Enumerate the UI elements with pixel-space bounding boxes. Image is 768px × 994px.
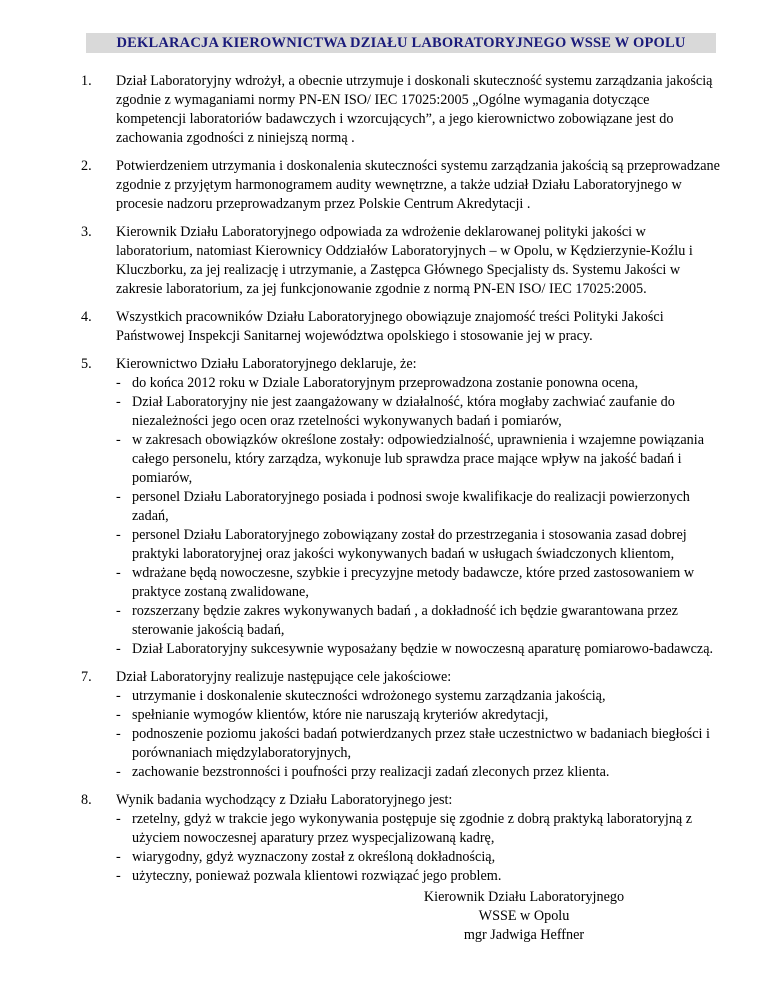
dash-marker: - <box>116 641 121 657</box>
list-item <box>81 355 721 659</box>
bullet-text: utrzymanie i doskonalenie skuteczności wdrożonego systemu zarządzania jakością, <box>132 688 606 704</box>
item-number: 8. <box>81 792 92 808</box>
signature-block <box>404 888 644 945</box>
list-item <box>81 791 721 886</box>
dash-marker: - <box>116 764 121 780</box>
bullet-item <box>116 810 721 848</box>
bullet-item <box>116 393 721 431</box>
dash-marker: - <box>116 394 121 410</box>
bullet-text: spełnianie wymogów klientów, które nie naruszają kryteriów akredytacji, <box>132 707 549 723</box>
dash-marker: - <box>116 726 121 742</box>
item-text: Dział Laboratoryjny realizuje następujące cele jakościowe: <box>116 669 452 685</box>
item-text: Kierownik Działu Laboratoryjnego odpowiada za wdrożenie deklarowanej polityki jakości w laboratorium, natomiast Kierownicy Oddziałów Laboratoryjnych – w Opolu, w Kędzierzynie-Koźlu i Kluczborku, za jej realizację i utrzymanie, a Zastępca Głównego Specjalisty ds. Systemu Jakości w zakresie laboratorium, za jej funkcjonowanie zgodnie z normą PN-EN ISO/ IEC 17025:2005. <box>116 224 693 297</box>
bullet-item <box>116 488 721 526</box>
list-item <box>81 223 721 299</box>
bullet-text: w zakresach obowiązków określone zostały: odpowiedzialność, uprawnienia i wzajemne powiązania całego personelu, który zarządza, wykonuje lub sprawdza prace mające wpływ na jakość badań i pomiarów, <box>132 432 705 486</box>
item-number: 2. <box>81 158 92 174</box>
item-number: 7. <box>81 669 92 685</box>
bullet-item <box>116 564 721 602</box>
dash-marker: - <box>116 688 121 704</box>
bullet-text: Dział Laboratoryjny sukcesywnie wyposażany będzie w nowoczesną aparaturę pomiarowo-badawczą. <box>132 641 714 657</box>
dash-marker: - <box>116 432 121 448</box>
item-number: 3. <box>81 224 92 240</box>
bullet-item <box>116 602 721 640</box>
bullet-text: do końca 2012 roku w Dziale Laboratoryjnym przeprowadzona zostanie ponowna ocena, <box>132 375 639 391</box>
bullet-text: rozszerzany będzie zakres wykonywanych badań , a dokładność ich będzie gwarantowana przez sterowanie jakością badań, <box>132 603 678 638</box>
list-item <box>81 308 721 346</box>
dash-marker: - <box>116 527 121 543</box>
dash-marker: - <box>116 603 121 619</box>
bullet-text: zachowanie bezstronności i poufności przy realizacji zadań zleconych przez klienta. <box>132 764 610 780</box>
bullet-item <box>116 640 721 659</box>
item-text: Potwierdzeniem utrzymania i doskonalenia skuteczności systemu zarządzania jakością są przeprowadzane zgodnie z przyjętym harmonogramem audity wewnętrzne, a także udział Działu Laboratoryjnego w procesie nadzoru przeprowadzanym przez Polskie Centrum Akredytacji . <box>116 158 720 212</box>
list-item <box>81 72 721 148</box>
bullet-item <box>116 725 721 763</box>
document-title: DEKLARACJA KIEROWNICTWA DZIAŁU LABORATORYJNEGO WSSE W OPOLU <box>86 33 716 53</box>
bullet-text: personel Działu Laboratoryjnego zobowiązany został do przestrzegania i stosowania zasad dobrej praktyki laboratoryjnej oraz jakości wykonywanych badań w usługach świadczonych klientom, <box>132 527 687 562</box>
dash-marker: - <box>116 868 121 884</box>
signature-name: mgr Jadwiga Heffner <box>463 927 585 943</box>
bullet-item <box>116 867 721 886</box>
item-text: Dział Laboratoryjny wdrożył, a obecnie utrzymuje i doskonali skuteczność systemu zarządzania jakością zgodnie z wymaganiami normy PN-EN ISO/ IEC 17025:2005 „Ogólne wymagania dotyczące kompetencji laboratoriów badawczych i wzorcujących”, a jego kierownictwo zobowiązane jest do zachowania zgodności z niniejszą normą . <box>116 73 713 146</box>
dash-marker: - <box>116 707 121 723</box>
bullet-item <box>116 431 721 488</box>
bullet-text: podnoszenie poziomu jakości badań potwierdzanych przez stałe uczestnictwo w badaniach biegłości i porównaniach międzylaboratoryjnych, <box>132 726 710 761</box>
list-item <box>81 157 721 214</box>
dash-marker: - <box>116 565 121 581</box>
dash-marker: - <box>116 375 121 391</box>
bullet-text: personel Działu Laboratoryjnego posiada i podnosi swoje kwalifikacje do realizacji powierzonych zadań, <box>132 489 690 524</box>
bullet-item <box>116 763 721 782</box>
bullet-text: użyteczny, ponieważ pozwala klientowi rozwiązać jego problem. <box>132 868 502 884</box>
bullet-text: wiarygodny, gdyż wyznaczony został z określoną dokładnością, <box>132 849 496 865</box>
bullet-item <box>116 687 721 706</box>
dash-marker: - <box>116 489 121 505</box>
list-item <box>81 668 721 782</box>
bullet-item <box>116 526 721 564</box>
item-text: Kierownictwo Działu Laboratoryjnego deklaruje, że: <box>116 356 417 372</box>
declaration-list <box>81 72 721 895</box>
bullet-item <box>116 848 721 867</box>
item-number: 1. <box>81 73 92 89</box>
bullet-text: rzetelny, gdyż w trakcie jego wykonywania postępuje się zgodnie z dobrą praktyką laboratoryjną z użyciem nowoczesnej aparatury przez wyspecjalizowaną kadrę, <box>132 811 693 846</box>
bullet-item <box>116 706 721 725</box>
bullet-item <box>116 374 721 393</box>
dash-marker: - <box>116 811 121 827</box>
item-text: Wynik badania wychodzący z Działu Laboratoryjnego jest: <box>116 792 453 808</box>
signature-position: Kierownik Działu Laboratoryjnego <box>423 889 625 905</box>
item-number: 5. <box>81 356 92 372</box>
bullet-text: wdrażane będą nowoczesne, szybkie i precyzyjne metody badawcze, które przed zastosowaniem w praktyce zostaną zwalidowane, <box>132 565 695 600</box>
item-text: Wszystkich pracowników Działu Laboratoryjnego obowiązuje znajomość treści Polityki Jakości Państwowej Inspekcji Sanitarnej województwa opolskiego i stosowanie jej w pracy. <box>116 309 664 344</box>
dash-marker: - <box>116 849 121 865</box>
signature-institution: WSSE w Opolu <box>478 908 570 924</box>
bullet-text: Dział Laboratoryjny nie jest zaangażowany w działalność, która mogłaby zachwiać zaufanie do niezależności jego ocen oraz rzetelności wykonywanych badań i pomiarów, <box>132 394 675 429</box>
item-number: 4. <box>81 309 92 325</box>
